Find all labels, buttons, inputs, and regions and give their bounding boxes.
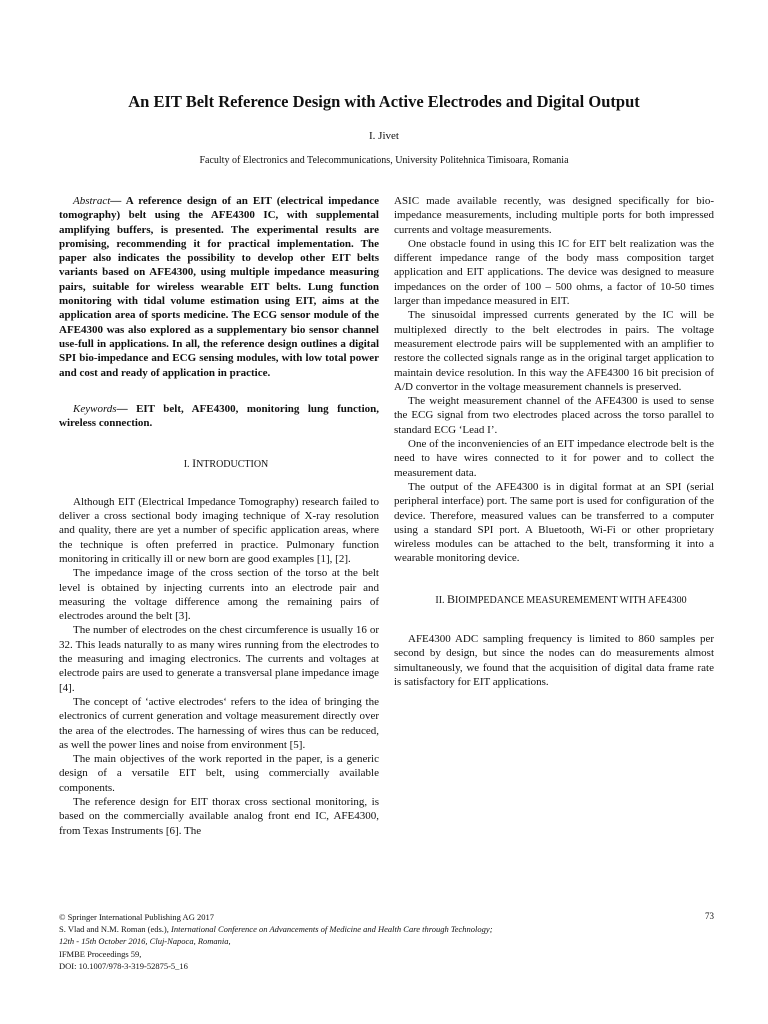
dates-comma: , bbox=[228, 936, 231, 947]
paragraph: Although EIT (Electrical Impedance Tomography) research failed to deliver a cross sectional body imaging technique of X-ray resolution and quality, there are yet a number of specific application areas, where the technique is often preferred in practice. Pulmonary function monitoring in critically ill or new born are good examples [1], [2]. bbox=[59, 495, 379, 565]
author-affiliation: Faculty of Electronics and Telecommunications, University Politehnica Timisoara, Romania bbox=[199, 155, 569, 166]
copyright-line: © Springer International Publishing AG 2017 bbox=[59, 912, 214, 922]
paragraph: The weight measurement channel of the AFE4300 is used to sense the ECG signal from two electrodes placed across the torso parallel to standard ECG ‘Lead I’. bbox=[394, 395, 714, 436]
left-column bbox=[59, 194, 379, 838]
paragraph: The impedance image of the cross section of the torso at the belt level is obtained by injecting currents into an electrode pair and measuring the voltage difference among the remaining pairs of electrodes around the belt [3]. bbox=[59, 567, 379, 623]
paragraph: The concept of ‘active electrodes‘ refers to the idea of bringing the electronics of current generation and voltage measurement directly over the area of the electrodes. The harnessing of wires thus can be reduced, as well the power lines and noise from environment [5]. bbox=[59, 695, 379, 751]
abstract-text: A reference design of an EIT (electrical impedance tomography) belt using the AFE4300 IC, with supplemental amplifying buffers, is presented. The experimental results are promising, recommending it for practical implementation. The paper also indicates the possibility to develop other EIT belts variants based on AFE4300, using multiple impedance measuring pairs, suitable for wireless wearable EIT belts. Lung function monitoring with tidal volume estimation using EIT, aims at the application area of sports medicine. The ECG sensor module of the AFE4300 was also explored as a supplementary bio sensor channel use-full in applications. In all, the reference design outlines a digital SPI bio-impedance and ECG sensing modules, with low total power and cost and ready of application in practice. bbox=[59, 195, 379, 379]
conference-dates: 12th - 15th October 2016, Cluj-Napoca, Romania bbox=[59, 936, 229, 947]
paragraph: The output of the AFE4300 is in digital format at an SPI (serial peripheral interface) port. The same port is used for configuration of the device. Therefore, measured values can be transferred to a computer using a standard SPI port. A Bluetooth, Wi-Fi or other proprietary wireless modules can be attached to the belt, transforming it into a wearable monitoring device. bbox=[394, 480, 714, 565]
paragraph-continuation: ASIC made available recently, was designed specifically for bio-impedance measurements, including multiple ports for both impressed currents and voltage measurements. bbox=[394, 195, 714, 236]
paragraph: The sinusoidal impressed currents generated by the IC will be multiplexed directly to the belt electrodes in pairs. The voltage measurement electrode pairs will be supplemented with an amplifier to restore the collected signals range as in the original target application to maintain device resolution. In this way the AFE4300 16 bit precision of A/D convertor in the voltage measurement channels is preserved. bbox=[394, 309, 714, 393]
section-title-rest: NTRODUCTION bbox=[196, 459, 269, 471]
abstract-dash: — bbox=[110, 195, 126, 207]
keywords-text: EIT belt, AFE4300, monitoring lung function, wireless connection. bbox=[59, 402, 379, 430]
paragraph: AFE4300 ADC sampling frequency is limited to 860 samples per second by design, but since the nodes can do measurements almost simultaneously, we found that the acquisition of digital data frame rate is satisfactory for EIT applications. bbox=[394, 633, 714, 688]
keywords-dash: — bbox=[116, 402, 137, 415]
doi-line: DOI: 10.1007/978-3-319-52875-5_16 bbox=[59, 960, 188, 971]
paragraph: The main objectives of the work reported in the paper, is a generic design of a versatile EIT belt, using commercially available components. bbox=[59, 753, 379, 794]
section-number: I. bbox=[183, 459, 193, 471]
page-number: 73 bbox=[705, 911, 714, 921]
conference-dates-line bbox=[59, 935, 714, 947]
abstract bbox=[59, 194, 379, 380]
citation-line bbox=[59, 923, 714, 935]
section-title-rest: IOIMPEDANCE MEASUREMEMENT WITH AFE4300 bbox=[455, 594, 687, 606]
keywords-label: Keywords bbox=[73, 402, 117, 415]
section-initial: I bbox=[192, 456, 197, 471]
section-heading-introduction bbox=[59, 456, 379, 472]
paragraph: One obstacle found in using this IC for EIT belt realization was the different impedance range of the body mass composition target application and EIT applications. The device was designed to measure impedances on the order of 100 – 500 ohms, a factor of 10-50 times larger than impedance measured in EIT. bbox=[394, 237, 714, 308]
conference-title: International Conference on Advancements of Medicine and Health Care through Technology; bbox=[171, 924, 493, 935]
section-initial: B bbox=[447, 591, 456, 606]
paper-title: An EIT Belt Reference Design with Active Electrodes and Digital Output bbox=[128, 92, 640, 111]
paragraph: The number of electrodes on the chest circumference is usually 16 or 32. This leads naturally to as many wires running from the electrodes to the measuring and imaging electronics. The currents and voltages at electrode pairs are used to generate a transversal plane impedance image [4]. bbox=[59, 624, 379, 694]
editors-text: S. Vlad and N.M. Roman (eds.), bbox=[59, 924, 171, 935]
paragraph: The reference design for EIT thorax cross sectional monitoring, is based on the commercially available analog front end IC, AFE4300, from Texas Instruments [6]. The bbox=[59, 795, 379, 837]
section-heading-bioimpedance bbox=[394, 592, 714, 608]
page-footer bbox=[59, 911, 714, 972]
author-name: I. Jivet bbox=[369, 130, 399, 142]
right-column bbox=[394, 194, 714, 689]
abstract-label: Abstract bbox=[73, 195, 111, 207]
paragraph: One of the inconveniencies of an EIT impedance electrode belt is the need to have wires connected to it for power and to collect the measurement data. bbox=[394, 438, 714, 479]
keywords bbox=[59, 402, 379, 431]
section-number: II. bbox=[435, 594, 448, 606]
proceedings-line: IFMBE Proceedings 59, bbox=[59, 948, 142, 959]
